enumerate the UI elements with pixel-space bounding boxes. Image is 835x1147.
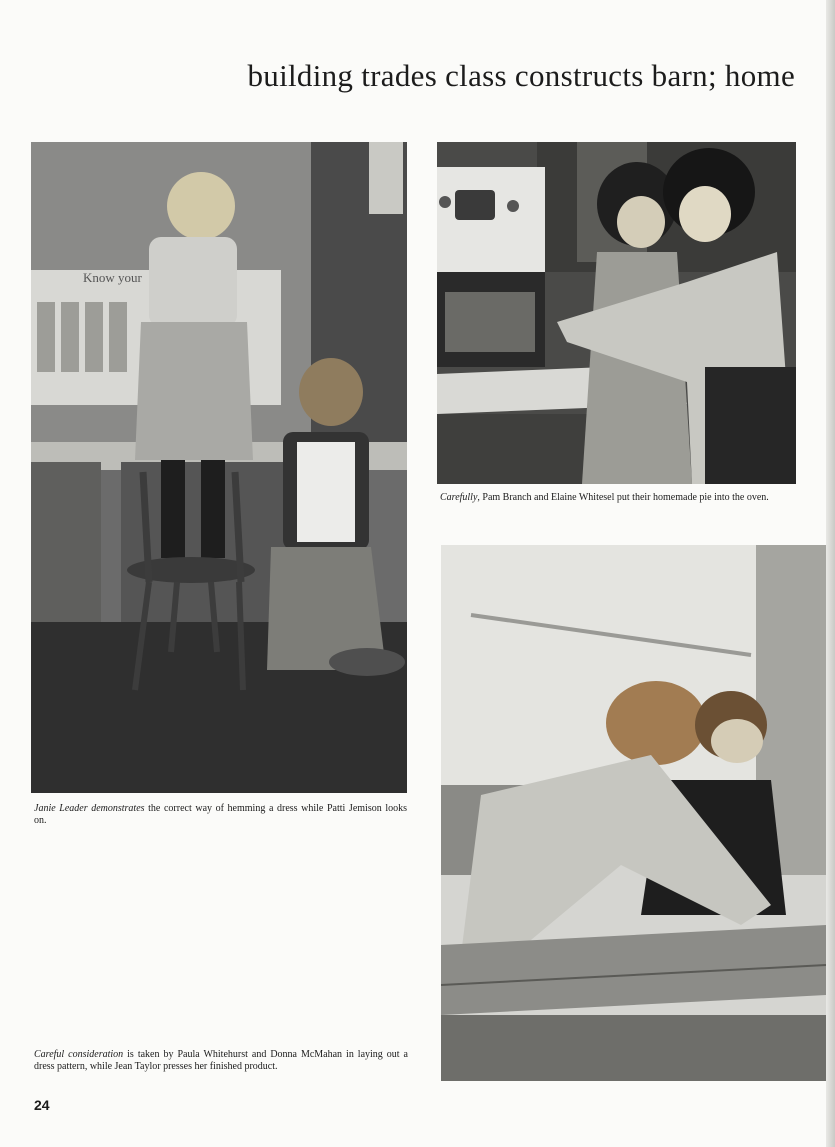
pattern-photo-image bbox=[441, 545, 826, 1081]
oven-caption-lead: Carefully bbox=[440, 492, 478, 503]
hemming-caption bbox=[34, 803, 407, 826]
pattern-photo bbox=[441, 545, 826, 1081]
oven-caption-rest: , Pam Branch and Elaine Whitesel put their homemade pie into the oven. bbox=[477, 492, 769, 503]
hemming-caption-rest: the correct way of hemming a dress while Patti Jemison looks on. bbox=[34, 803, 407, 826]
oven-caption bbox=[440, 492, 796, 504]
page-edge-shadow bbox=[826, 0, 835, 1147]
hemming-photo bbox=[31, 142, 407, 793]
hemming-wall-sign: Know your bbox=[83, 270, 142, 285]
pattern-caption bbox=[34, 1049, 408, 1072]
oven-photo-image bbox=[437, 142, 796, 484]
page-number: 24 bbox=[34, 1097, 50, 1113]
pattern-caption-lead: Careful consideration bbox=[34, 1049, 124, 1060]
pattern-caption-rest: is taken by Paula Whitehurst and Donna McMahan in laying out a dress pattern, while Jean Taylor presses her finished product. bbox=[34, 1049, 408, 1072]
page-headline: building trades class constructs barn; home bbox=[247, 58, 795, 93]
oven-photo bbox=[437, 142, 796, 484]
hemming-photo-image bbox=[31, 142, 407, 793]
hemming-caption-lead: Janie Leader demonstrates bbox=[34, 803, 145, 814]
